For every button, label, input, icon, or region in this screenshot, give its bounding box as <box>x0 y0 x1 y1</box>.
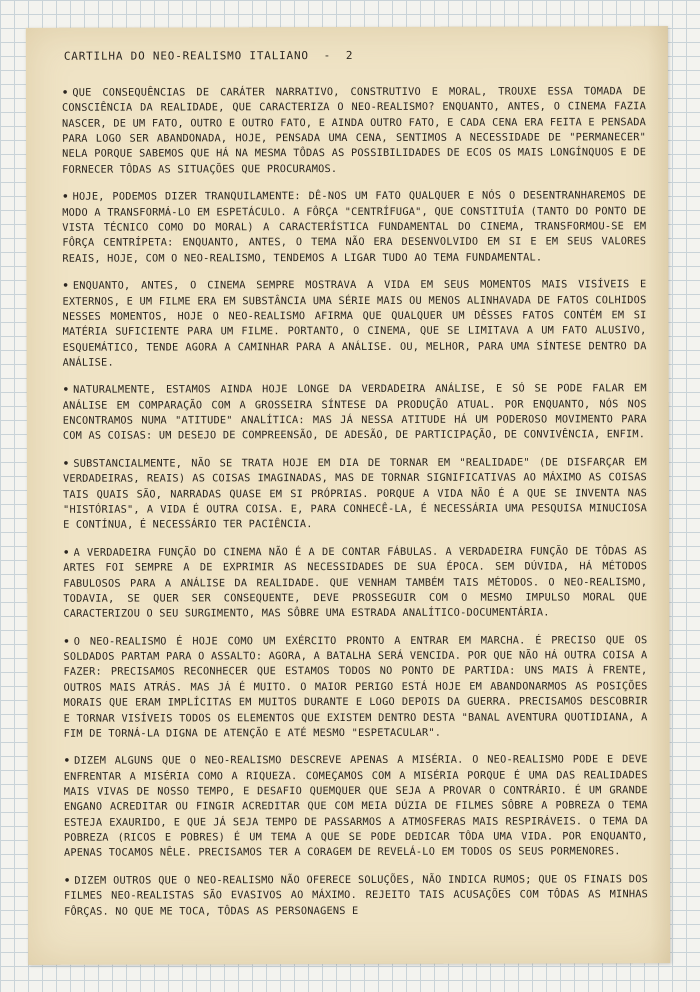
bullet: • <box>63 546 70 559</box>
paragraph <box>64 753 648 862</box>
paragraph <box>63 455 647 533</box>
paragraph <box>62 277 646 371</box>
paragraph <box>62 188 646 266</box>
bullet: • <box>61 86 69 99</box>
paragraph <box>64 872 648 920</box>
bullet: • <box>62 457 70 470</box>
bullet: • <box>62 190 69 203</box>
paragraph <box>63 633 647 742</box>
paragraph <box>63 382 647 445</box>
paragraph-text: QUE CONSEQUÊNCIAS DE CARÁTER NARRATIVO, CONSTRUTIVO E MORAL, TROUXE ESSA TOMADA DE CONSCIÊNCIA DA REALIDADE, QUE CARACTERIZA O NEO-REALISMO? ENQUANTO, ANTES, O CINEMA FAZIA NASCER, DE UM FATO, OUTRO E OUTRO FATO, E AINDA OUTRO FATO, E CADA CENA ERA FEITA E PENSADA PARA LOGO SER ABANDONADA, HOJE, PENSADA UMA CENA, SENTIMOS A NECESSIDADE DE "PERMANECER" NELA PORQUE SABEMOS QUE HÁ NA MESMA TÔDAS AS POSSIBILIDADES DE ECOS OS MAIS LONGÍNQUOS E DE FORNECER TÔDAS AS SITUAÇÕES QUE PROCURAMOS. <box>61 85 647 176</box>
bullet: • <box>63 755 71 768</box>
document-body <box>62 84 648 932</box>
paragraph-text: DIZEM OUTROS QUE O NEO-REALISMO NÃO OFERECE SOLUÇÕES, NÃO INDICA RUMOS; QUE OS FINAIS DOS FILMES NEO-REALISTAS SÃO EVASIVOS AO MÁXIMO. REJEITO TAIS ACUSAÇÕES COM TÔDAS AS MINHAS FÔRÇAS. NO QUE ME TOCA, TÔDAS AS PERSONAGENS E <box>64 873 649 918</box>
paragraph-text: A VERDADEIRA FUNÇÃO DO CINEMA NÃO É A DE CONTAR FÁBULAS. A VERDADEIRA FUNÇÃO DE TÔDAS AS ARTES FOI SEMPRE A DE EXPRIMIR AS NECESSIDADES DE SUA ÉPOCA. SEM DÚVIDA, HÁ MÉTODOS FABULOSOS PARA A ANÁLISE DA REALIDADE. QUE VENHAM TAMBÉM TAIS MÉTODOS. O NEO-REALISMO, TODAVIA, SE QUER SER CONSEQUENTE, DEVE PROSSEGUIR COM O MESMO IMPULSO MORAL QUE CARACTERIZOU O SEU SURGIMENTO, MAS SÔBRE UMA ESTRADA ANALÍTICO-DOCUMENTÁRIA. <box>63 545 648 620</box>
paragraph-text: NATURALMENTE, ESTAMOS AINDA HOJE LONGE DA VERDADEIRA ANÁLISE, E SÓ SE PODE FALAR EM ANÁLISE EM COMPARAÇÃO COM A GROSSEIRA SÍNTESE DA PRODUÇÃO ATUAL. POR ENQUANTO, NÓS NOS ENCONTRAMOS NUMA "ATITUDE" ANALÍTICA: MAS JÁ NESSA ATITUDE HÁ UM PODEROSO MOVIMENTO PARA COM AS COISAS: UM DESEJO DE COMPREENSÃO, DE ADESÃO, DE PARTICIPAÇÃO, DE CONVIVÊNCIA, ENFIM. <box>62 382 647 443</box>
page-header: CARTILHA DO NEO-REALISMO ITALIANO - 2 <box>63 48 354 63</box>
bullet: • <box>63 874 71 887</box>
paragraph <box>62 84 646 178</box>
document-page <box>26 26 670 965</box>
bullet: • <box>63 635 70 648</box>
paragraph-text: HOJE, PODEMOS DIZER TRANQUILAMENTE: DÊ-NOS UM FATO QUALQUER E NÓS O DESENTRANHAREMOS DE MODO A TRANSFORMÁ-LO EM ESPETÁCULO. A FÔRÇA "CENTRÍFUGA", QUE CONSTITUÍA (TANTO DO PONTO DE VISTA TÉCNICO COMO DO MORAL) A CARACTERÍSTICA FUNDAMENTAL DO CINEMA, TRANSFORMOU-SE EM FÔRÇA CENTRÍPETA: ENQUANTO, ANTES, O TEMA NÃO ERA DESENVOLVIDO EM SI E EM SEUS VALORES REAIS, HOJE, COM O NEO-REALISMO, TENDEMOS A LIGAR TUDO AO TEMA FUNDAMENTAL. <box>62 189 647 265</box>
paragraph-text: SUBSTANCIALMENTE, NÃO SE TRATA HOJE EM DIA DE TORNAR EM "REALIDADE" (DE DISFARÇAR EM VERDADEIRAS, REAIS) AS COISAS IMAGINADAS, MAS DE TORNAR SIGNIFICATIVAS AO MÁXIMO AS COISAS TAIS QUAIS SÃO, NARRADAS QUASE EM SI PRÓPRIAS. PORQUE A VIDA NÃO É A QUE SE INVENTA NAS "HISTÓRIAS", A VIDA É OUTRA COISA. E, PARA CONHECÊ-LA, É NECESSÁRIA UMA PESQUISA MINUCIOSA E CONTÍNUA, É NECESSÁRIO TER PACIÊNCIA. <box>62 456 648 532</box>
bullet: • <box>62 279 69 292</box>
paragraph-text: O NEO-REALISMO É HOJE COMO UM EXÉRCITO PRONTO A ENTRAR EM MARCHA. É PRECISO QUE OS SOLDADOS PARTAM PARA O ASSALTO: AGORA, A BATALHA SERÁ VENCIDA. POR QUE NÃO HÁ OUTRA COISA A FAZER: PRECISAMOS RECONHECER QUE ESTAMOS TODOS NO PONTO DE PARTIDA: UNS MAIS À FRENTE, OUTROS MAIS ATRÁS. MAS JÁ É MUITO. O MAIOR PERIGO ESTÁ HOJE EM ABANDONARMOS AS POSIÇÕES MORAIS QUE ERAM IMPLÍCITAS EM MUITOS DURANTE E LOGO DEPOIS DA GUERRA. PRECISAMOS DESCOBRIR E TORNAR VISÍVEIS TODOS OS ELEMENTOS QUE EXISTEM DENTRO DESTA "BANAL AVENTURA QUOTIDIANA, A FIM DE TORNÁ-LA DIGNA DE ATENÇÃO E ATÉ MESMO "ESPETACULAR". <box>63 633 648 740</box>
paragraph <box>63 544 647 622</box>
paragraph-text: ENQUANTO, ANTES, O CINEMA SEMPRE MOSTRAVA A VIDA EM SEUS MOMENTOS MAIS VISÍVEIS E EXTERNOS, E UM FILME ERA EM SUBSTÂNCIA UMA SÉRIE MAIS OU MENOS ALINHAVADA DE FATOS COLHIDOS NESSES MOMENTOS, HOJE O NEO-REALISMO AFIRMA QUE QUALQUER UM DÊSSES FATOS CONTÉM EM SI MATÉRIA SUFICIENTE PARA UM FILME. PORTANTO, O CINEMA, QUE SE LIMITAVA A UM FATO ALUSIVO, ESQUEMÁTICO, TENDE AGORA A CAMINHAR PARA A ANÁLISE. OU, MELHOR, PARA UMA SÍNTESE DENTRO DA ANÁLISE. <box>62 278 647 369</box>
bullet: • <box>62 384 70 397</box>
paragraph-text: DIZEM ALGUNS QUE O NEO-REALISMO DESCREVE APENAS A MISÉRIA. O NEO-REALISMO PODE E DEVE ENFRENTAR A MISÉRIA COMO A RIQUEZA. COMEÇAMOS COM A MISÉRIA PORQUE É UMA DAS REALIDADES MAIS VIVAS DE NOSSO TEMPO, E DESAFIO QUEMQUER QUE SEJA A PROVAR O CONTRÁRIO. É UM GRANDE ENGANO ACREDITAR OU FINGIR ACREDITAR QUE COM MEIA DÚZIA DE FILMES SÔBRE A POBREZA O TEMA ESTEJA EXAURIDO, E QUE JÁ SEJA TEMPO DE PASSARMOS A ATMOSFERAS MAIS RESPIRÁVEIS. O TEMA DA POBREZA (RICOS E POBRES) É UM TEMA A QUE SE PODE DEDICAR TÔDA UMA VIDA. POR ENQUANTO, APENAS TOCAMOS NÊLE. PRECISAMOS TER A CORAGEM DE REVELÁ-LO EM TODOS OS SEUS PORMENORES. <box>63 753 648 860</box>
